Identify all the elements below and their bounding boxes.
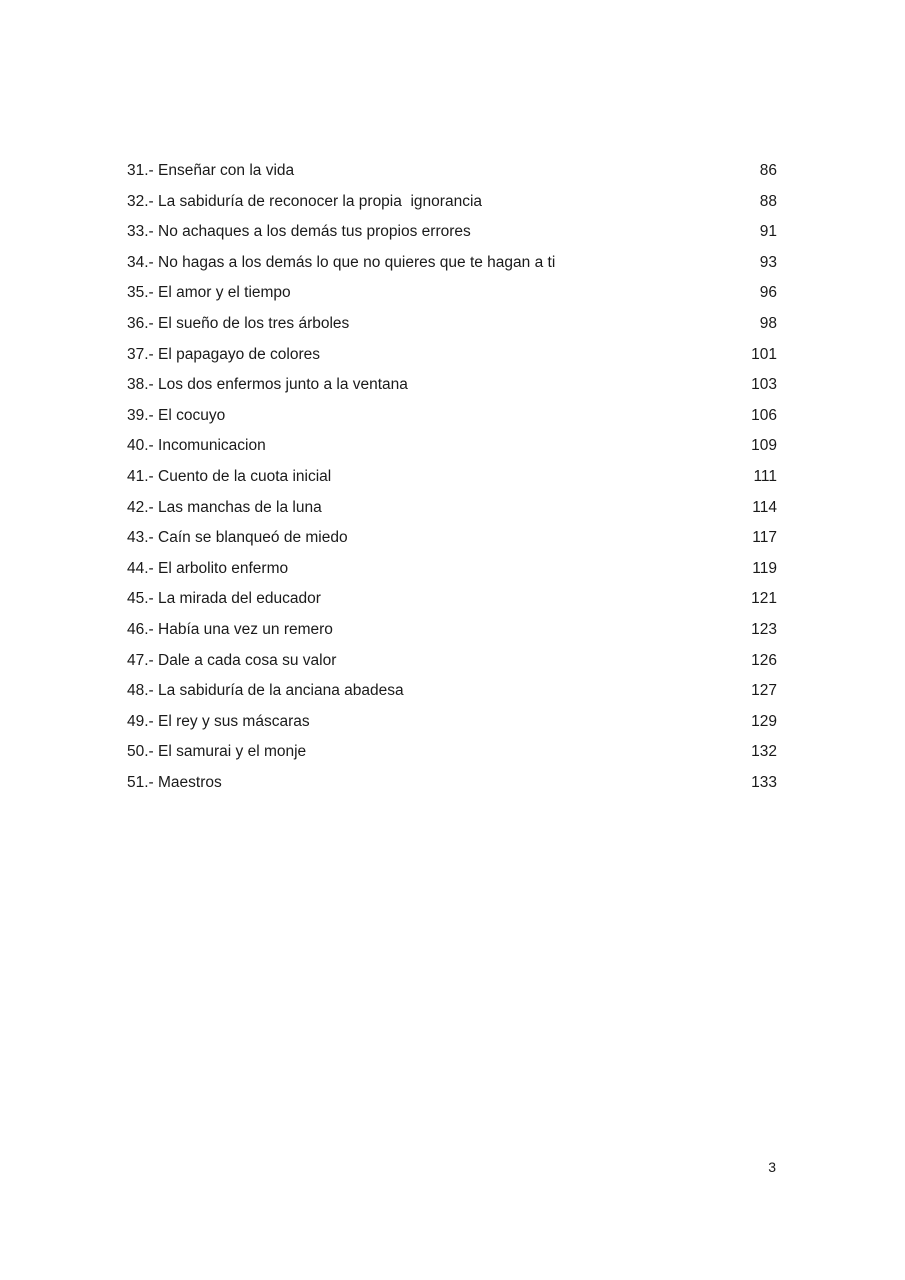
toc-entry-page: 96 [759,284,777,302]
toc-entry-page: 93 [759,253,777,271]
toc-entry-page: 119 [752,559,777,577]
toc-entry-title: 51.- Maestros [127,773,222,791]
toc-entry [127,401,777,432]
toc-entry-page: 129 [751,712,777,730]
toc-entry [127,768,777,799]
toc-entry-title: 34.- No hagas a los demás lo que no quieres que te hagan a ti [127,253,556,271]
toc-entry [127,340,777,371]
toc-entry-page: 126 [751,651,777,669]
toc-entry-page: 98 [759,314,777,332]
toc-entry-page: 123 [751,620,777,638]
toc-entry-page: 91 [759,223,777,241]
toc-entry-title: 31.- Enseñar con la vida [127,162,295,179]
toc-entry [127,676,777,707]
toc-entry-page: 86 [759,162,777,179]
toc-entry-page: 111 [753,467,777,485]
toc-entry [127,248,777,279]
toc-entry [127,554,777,585]
toc-entry-page: 133 [751,773,777,791]
table-of-contents [127,156,777,798]
toc-entry-title: 50.- El samurai y el monje [127,743,307,761]
toc-entry [127,187,777,218]
toc-entry-page: 109 [751,437,777,455]
toc-entry [127,523,777,554]
toc-entry-title: 38.- Los dos enfermos junto a la ventana [127,376,408,394]
toc-entry-title: 37.- El papagayo de colores [127,345,321,363]
toc-entry-title: 46.- Había una vez un remero [127,620,333,638]
toc-entry-page: 127 [751,682,777,700]
toc-entry-title: 39.- El cocuyo [127,406,226,424]
page-number: 3 [768,1159,776,1175]
toc-entry-title: 48.- La sabiduría de la anciana abadesa [127,682,404,700]
toc-entry-title: 45.- La mirada del educador [127,590,321,608]
toc-entry [127,431,777,462]
toc-entry-title: 44.- El arbolito enfermo [127,559,289,577]
toc-entry-page: 117 [752,529,777,547]
toc-entry-title: 36.- El sueño de los tres árboles [127,314,350,332]
toc-entry-title: 40.- Incomunicacion [127,437,266,455]
toc-entry [127,584,777,615]
toc-entry-title: 42.- Las manchas de la luna [127,498,322,516]
toc-entry [127,370,777,401]
toc-entry [127,737,777,768]
toc-entry-page: 101 [751,345,777,363]
toc-entry [127,707,777,738]
toc-entry-title: 32.- La sabiduría de reconocer la propia ignorancia [127,192,483,210]
toc-entry-title: 43.- Caín se blanqueó de miedo [127,529,348,547]
toc-entry [127,156,777,187]
toc-entry [127,493,777,524]
toc-entry-page: 103 [751,376,777,394]
toc-entry-page: 88 [759,192,777,210]
toc-entry-title: 33.- No achaques a los demás tus propios errores [127,223,471,241]
toc-entry [127,462,777,493]
toc-entry-title: 47.- Dale a cada cosa su valor [127,651,337,669]
toc-entry-page: 106 [751,406,777,424]
toc-entry [127,646,777,677]
toc-entry [127,309,777,340]
toc-entry-title: 49.- El rey y sus máscaras [127,712,310,730]
toc-entry [127,278,777,309]
toc-entry [127,217,777,248]
toc-entry [127,615,777,646]
toc-entry-page: 132 [751,743,777,761]
toc-entry-page: 121 [751,590,777,608]
toc-entry-title: 35.- El amor y el tiempo [127,284,291,302]
toc-entry-page: 114 [752,498,777,516]
toc-entry-title: 41.- Cuento de la cuota inicial [127,467,332,485]
